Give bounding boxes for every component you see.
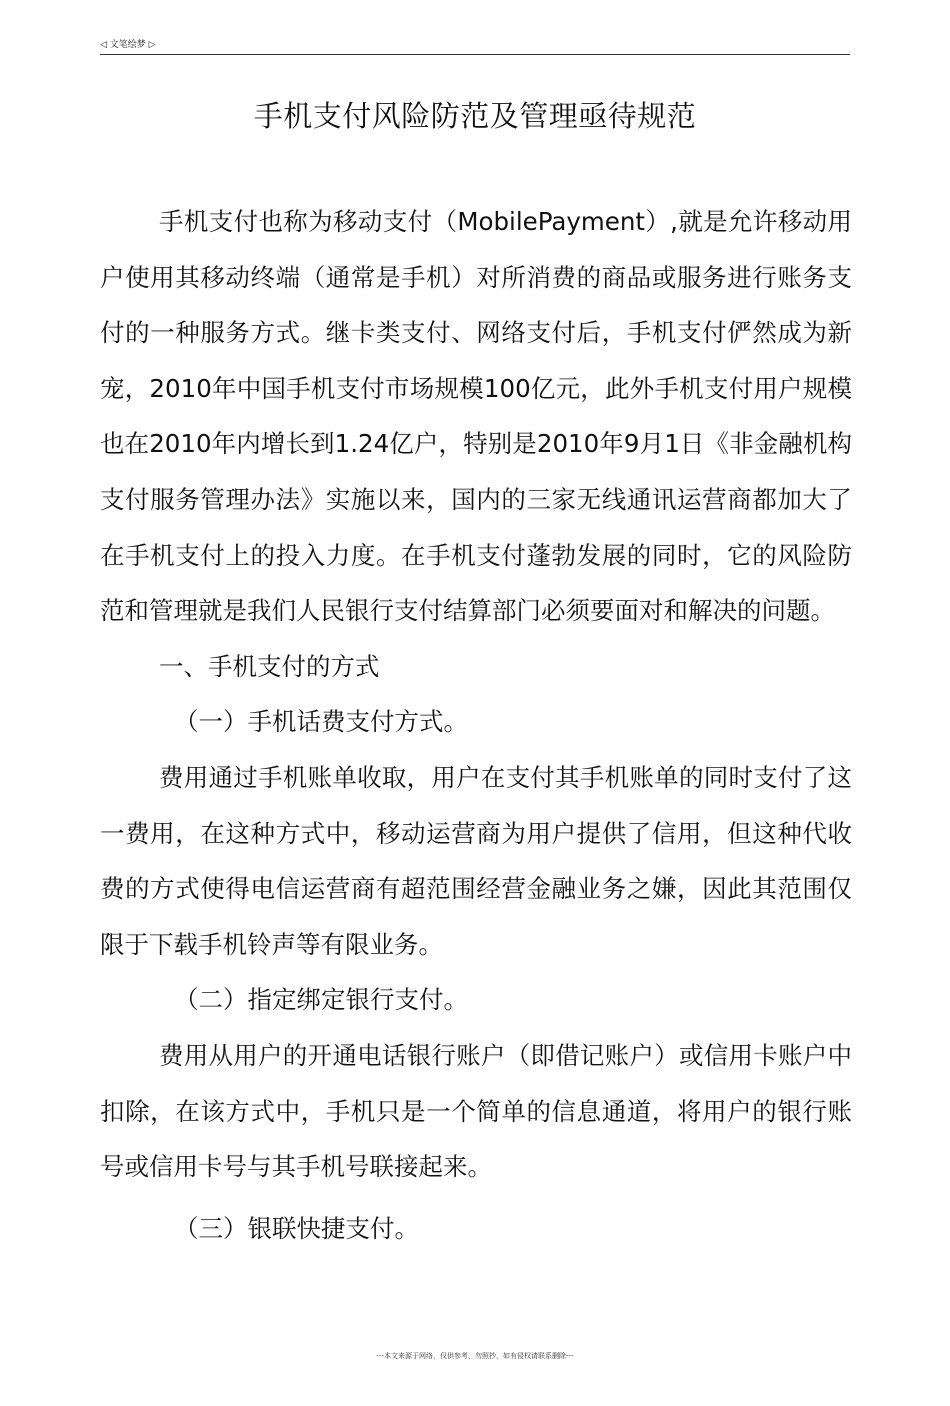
paragraph-intro: 手机支付也称为移动支付（MobilePayment）,就是允许移动用户使用其移动终端（通常是手机）对所消费的商品或服务进行账务支付的一种服务方式。继卡类支付、网络支付后，手机支付俨然成为新宠，2010年中国手机支付市场规模100亿元，此外手机支付用户规模也在2010年内增长到1.24亿户，特别是2010年9月1日《非金融机构支付服务管理办法》实施以来，国内的三家无线通讯运营商都加大了在手机支付上的投入力度。在手机支付蓬勃发展的同时，它的风险防范和管理就是我们人民银行支付结算部门必须要面对和解决的问题。 [100, 207, 852, 626]
page-footer: ---本文来源于网络，仅供参考，勿照抄，如有侵权请联系删除--- [376, 1352, 574, 1360]
document-body [100, 194, 852, 1256]
paragraph-bank-binding: 费用从用户的开通电话银行账户（即借记账户）或信用卡账户中扣除，在该方式中，手机只是一个简单的信息通道，将用户的银行账号或信用卡号与其手机号联接起来。 [100, 1040, 852, 1182]
header-logo-text: ◁ 文笔绘梦 ▷ [100, 40, 156, 50]
page-header [100, 38, 850, 55]
subsection-heading-3: （三）银联快捷支付。 [174, 1213, 419, 1243]
subsection-heading-2: （二）指定绑定银行支付。 [174, 985, 468, 1015]
subsection-heading-1: （一）手机话费支付方式。 [174, 707, 468, 737]
section-heading-1: 一、手机支付的方式 [159, 651, 380, 681]
paragraph-phone-bill: 费用通过手机账单收取，用户在支付其手机账单的同时支付了这一费用，在这种方式中，移动运营商为用户提供了信用，但这种代收费的方式使得电信运营商有超范围经营金融业务之嫌，因此其范围仅限于下载手机铃声等有限业务。 [100, 762, 852, 959]
document-title: 手机支付风险防范及管理亟待规范 [253, 99, 697, 133]
